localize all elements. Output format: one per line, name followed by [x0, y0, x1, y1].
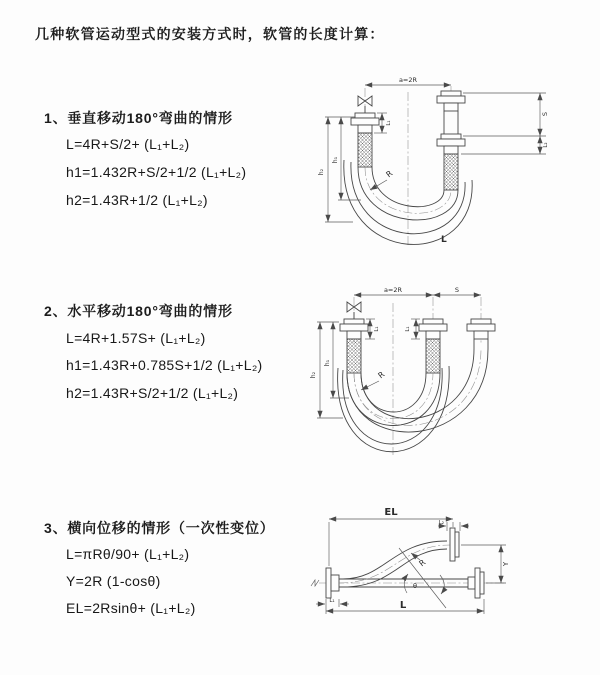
dimension-el [329, 507, 453, 566]
dim-label-a2r: a=2R [383, 286, 403, 294]
dim-label-h1: h₁ [324, 359, 331, 367]
left-flange [326, 568, 339, 598]
dimension-h-left [318, 117, 361, 222]
right-flange-lower [468, 568, 484, 598]
radius-callout [361, 370, 387, 390]
hose-curve-wide-u [347, 349, 488, 432]
dim-label-a2r: a=2R [398, 76, 418, 84]
dimension-l1-middle [405, 319, 420, 339]
dim-label-h1: h₁ [332, 156, 339, 164]
hose-centerline [354, 349, 481, 425]
formula-line: L=4R+S/2+ (L₁+L₂) [66, 136, 190, 152]
dim-label-l1: L₁ [386, 120, 392, 126]
formula-line: Y=2R (1-cosθ) [66, 573, 161, 589]
hose-braid [358, 133, 372, 167]
left-fitting [351, 113, 379, 167]
dim-label-theta: θ [413, 582, 417, 590]
hose-braid [444, 154, 458, 190]
dim-label-el: EL [384, 507, 398, 518]
right-fitting-upper [437, 91, 465, 134]
hose-braid [426, 339, 440, 373]
dim-label-l-bottom: L [441, 235, 447, 245]
dimension-a2r [365, 76, 451, 85]
right-flange-upper [450, 528, 459, 561]
section-3-heading: 3、横向位移的情形（一次性变位） [44, 520, 275, 536]
right-fitting [467, 319, 495, 349]
formula-line: h1=1.432R+S/2+1/2 (L₁+L₂) [66, 164, 247, 180]
diagram-horizontal-180 [303, 283, 560, 463]
left-fitting [340, 319, 368, 373]
middle-fitting [419, 319, 447, 373]
dim-label-l1: L₁ [329, 598, 335, 604]
dim-label-r: R [417, 557, 428, 569]
centerlines [365, 86, 451, 246]
dimension-l [326, 599, 484, 614]
dim-label-s: S [454, 286, 460, 294]
dim-label-l: L [399, 600, 407, 611]
page-title: 几种软管运动型式的安装方式时，软管的长度计算： [35, 26, 385, 42]
dimension-a2r-s [354, 286, 481, 295]
pipe-break-icon [311, 580, 319, 586]
formula-line: L=πRθ/90+ (L₁+L₂) [66, 546, 190, 562]
dim-label-l2: L₂ [438, 520, 444, 526]
dim-label-h2: h₂ [318, 168, 325, 176]
section-1-heading: 1、垂直移动180°弯曲的情形 [44, 110, 233, 126]
dimension-h-left [310, 322, 349, 418]
formula-line: h2=1.43R+S/2+1/2 (L₁+L₂) [66, 385, 239, 401]
formula-line: h2=1.43R+1/2 (L₁+L₂) [66, 192, 208, 208]
formula-line: EL=2Rsinθ+ (L₁+L₂) [66, 600, 196, 616]
right-fitting-lower [437, 134, 465, 190]
dim-label-l1: L₁ [374, 326, 380, 332]
diagram-vertical-180 [303, 70, 555, 254]
formula-line: L=4R+1.57S+ (L₁+L₂) [66, 330, 206, 346]
formula-line: h1=1.43R+0.785S+1/2 (L₁+L₂) [66, 357, 263, 373]
dimension-l1 [316, 598, 349, 607]
angle-callout [399, 548, 446, 608]
dim-label-l2: L₂ [543, 142, 549, 148]
section-2-heading: 2、水平移动180°弯曲的情形 [44, 303, 233, 319]
dim-label-l1: L₁ [405, 326, 411, 332]
dim-label-s: S [541, 111, 549, 117]
dim-label-y: Y [502, 561, 510, 567]
dim-label-r: R [376, 369, 387, 381]
dimension-s-l2 [461, 93, 549, 154]
dim-label-h2: h₂ [310, 371, 317, 379]
diagram-lateral-displacement [303, 498, 595, 660]
hose-s-curve [343, 541, 447, 587]
hose-braid [347, 339, 361, 373]
dim-label-r: R [384, 168, 395, 180]
